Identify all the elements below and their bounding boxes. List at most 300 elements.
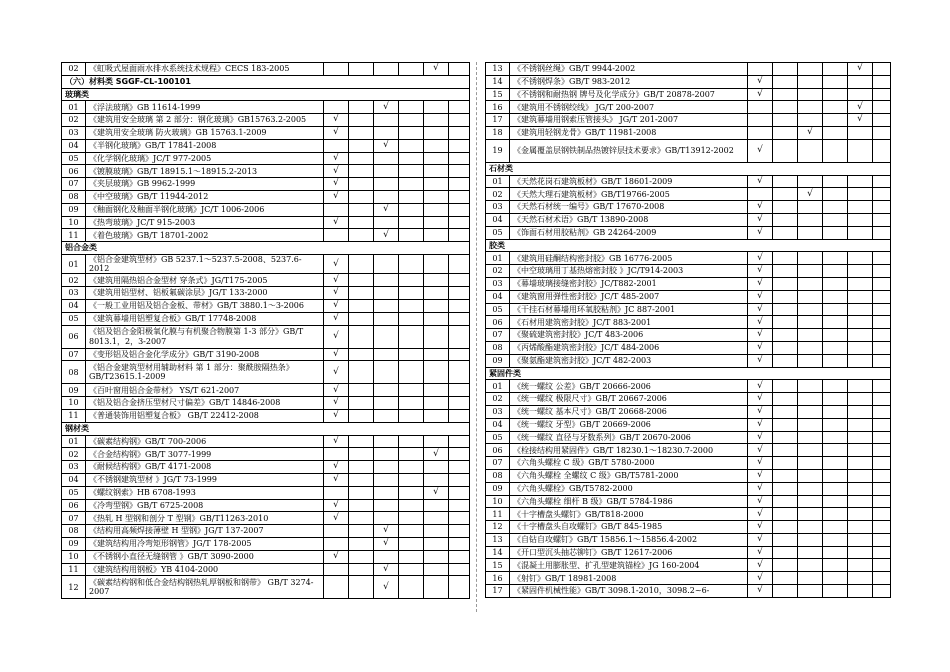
row-number: 14 bbox=[486, 75, 510, 88]
category-cell-5 bbox=[424, 312, 449, 325]
category-cell-6 bbox=[873, 341, 891, 354]
category-cell-4 bbox=[399, 165, 424, 178]
check-mark-1: √ bbox=[324, 461, 349, 474]
check-mark-1: √ bbox=[748, 316, 773, 329]
category-cell-5 bbox=[848, 277, 873, 290]
category-cell-4 bbox=[823, 405, 848, 418]
category-cell-5 bbox=[848, 290, 873, 303]
category-cell-4 bbox=[399, 254, 424, 273]
section-header-row bbox=[62, 88, 470, 101]
category-cell-2 bbox=[349, 101, 374, 114]
category-cell-1 bbox=[324, 139, 349, 152]
category-cell-3 bbox=[798, 63, 823, 76]
category-cell-1 bbox=[324, 448, 349, 461]
category-cell-6 bbox=[449, 203, 470, 216]
category-cell-3 bbox=[798, 585, 823, 598]
category-cell-2 bbox=[349, 550, 374, 563]
standard-name: 《建筑用不锈钢绞线》 JG/T 200-2007 bbox=[510, 101, 748, 114]
check-mark-5: √ bbox=[424, 448, 449, 461]
row-number: 10 bbox=[62, 397, 86, 410]
check-mark-1: √ bbox=[748, 559, 773, 572]
category-cell-3 bbox=[374, 499, 399, 512]
category-cell-1 bbox=[324, 229, 349, 242]
category-cell-5 bbox=[424, 287, 449, 300]
category-cell-2 bbox=[349, 486, 374, 499]
table-row bbox=[62, 312, 470, 325]
category-cell-2 bbox=[349, 203, 374, 216]
table-row bbox=[486, 139, 891, 162]
category-cell-2 bbox=[773, 405, 798, 418]
check-mark-1: √ bbox=[748, 303, 773, 316]
table-row bbox=[486, 508, 891, 521]
standard-name: 《建筑幕墙用钢索压管接头》 JG/T 201-2007 bbox=[510, 114, 748, 127]
standard-name: 《百叶窗用铝合金带材》 YS/T 621-2007 bbox=[86, 384, 324, 397]
category-cell-6 bbox=[873, 585, 891, 598]
category-cell-4 bbox=[823, 533, 848, 546]
check-mark-1: √ bbox=[748, 521, 773, 534]
check-mark-1: √ bbox=[324, 287, 349, 300]
category-cell-6 bbox=[449, 152, 470, 165]
check-mark-1: √ bbox=[324, 550, 349, 563]
category-cell-4 bbox=[823, 393, 848, 406]
category-cell-2 bbox=[773, 226, 798, 239]
category-cell-3 bbox=[798, 572, 823, 585]
category-cell-2 bbox=[349, 473, 374, 486]
table-row bbox=[486, 380, 891, 393]
category-cell-3 bbox=[798, 226, 823, 239]
category-cell-5 bbox=[848, 213, 873, 226]
category-cell-6 bbox=[873, 201, 891, 214]
category-cell-2 bbox=[773, 393, 798, 406]
category-cell-2 bbox=[773, 418, 798, 431]
category-cell-6 bbox=[449, 486, 470, 499]
category-cell-2 bbox=[773, 354, 798, 367]
category-cell-3 bbox=[374, 216, 399, 229]
check-mark-1: √ bbox=[324, 325, 349, 348]
table-row bbox=[62, 178, 470, 191]
standard-name: 《普通装饰用铝塑复合板》 GB/T 22412-2008 bbox=[86, 409, 324, 422]
category-cell-2 bbox=[773, 188, 798, 201]
standard-name: 《螺纹钢索》HB 6708-1993 bbox=[86, 486, 324, 499]
category-cell-5 bbox=[848, 380, 873, 393]
check-mark-5: √ bbox=[848, 114, 873, 127]
check-mark-1: √ bbox=[748, 88, 773, 101]
category-cell-2 bbox=[349, 499, 374, 512]
category-cell-3 bbox=[798, 277, 823, 290]
category-cell-5 bbox=[848, 393, 873, 406]
category-cell-5 bbox=[424, 576, 449, 599]
category-cell-1 bbox=[324, 537, 349, 550]
category-cell-5 bbox=[848, 559, 873, 572]
category-cell-4 bbox=[399, 178, 424, 191]
standard-name: 《不锈钢建筑型材 》JG/T 73-1999 bbox=[86, 473, 324, 486]
category-cell-3 bbox=[798, 508, 823, 521]
check-mark-3: √ bbox=[374, 203, 399, 216]
section-title: 玻璃类 bbox=[62, 88, 470, 101]
standard-name: 《不锈钢焊条》GB/T 983-2012 bbox=[510, 75, 748, 88]
category-cell-4 bbox=[399, 461, 424, 474]
category-cell-1 bbox=[748, 114, 773, 127]
row-number: 09 bbox=[62, 203, 86, 216]
category-cell-5 bbox=[424, 325, 449, 348]
category-cell-5 bbox=[424, 139, 449, 152]
standard-name: 《中空玻璃用丁基热熔密封胶 》JC/T914-2003 bbox=[510, 265, 748, 278]
section-title: 胶类 bbox=[486, 239, 891, 252]
check-mark-1: √ bbox=[748, 495, 773, 508]
category-cell-2 bbox=[773, 329, 798, 342]
check-mark-1: √ bbox=[748, 139, 773, 162]
table-row bbox=[486, 329, 891, 342]
standard-name: 《天然石材统一编号》GB/T 17670-2008 bbox=[510, 201, 748, 214]
category-cell-3 bbox=[374, 361, 399, 384]
category-cell-4 bbox=[823, 75, 848, 88]
table-row bbox=[486, 303, 891, 316]
category-cell-6 bbox=[873, 213, 891, 226]
row-number: 03 bbox=[486, 277, 510, 290]
row-number: 07 bbox=[486, 329, 510, 342]
row-number: 19 bbox=[486, 139, 510, 162]
category-cell-4 bbox=[399, 486, 424, 499]
category-cell-5 bbox=[424, 152, 449, 165]
category-cell-2 bbox=[773, 380, 798, 393]
category-cell-3 bbox=[374, 190, 399, 203]
standard-name: 《饰面石材用胶粘剂》GB 24264-2009 bbox=[510, 226, 748, 239]
category-cell-5 bbox=[848, 265, 873, 278]
row-number: 01 bbox=[486, 175, 510, 188]
standard-name: 《碳素结构钢》GB/T 700-2006 bbox=[86, 435, 324, 448]
category-cell-6 bbox=[873, 393, 891, 406]
category-cell-2 bbox=[773, 252, 798, 265]
category-cell-5 bbox=[848, 469, 873, 482]
category-cell-4 bbox=[823, 559, 848, 572]
category-cell-3 bbox=[374, 254, 399, 273]
table-row bbox=[486, 75, 891, 88]
category-cell-1 bbox=[748, 63, 773, 76]
standard-name: 《混凝土用膨胀型、扩孔型建筑锚栓》JG 160-2004 bbox=[510, 559, 748, 572]
category-cell-2 bbox=[349, 274, 374, 287]
category-cell-3 bbox=[374, 287, 399, 300]
category-cell-2 bbox=[773, 469, 798, 482]
check-mark-3: √ bbox=[374, 563, 399, 576]
category-cell-2 bbox=[773, 201, 798, 214]
category-cell-5 bbox=[848, 444, 873, 457]
row-number: 10 bbox=[62, 216, 86, 229]
category-cell-2 bbox=[773, 277, 798, 290]
category-cell-6 bbox=[449, 525, 470, 538]
standard-name: 《十字槽盘头螺钉》GB/T818-2000 bbox=[510, 508, 748, 521]
category-cell-4 bbox=[823, 444, 848, 457]
category-cell-4 bbox=[823, 277, 848, 290]
standard-name: 《变形铝及铝合金化学成分》GB/T 3190-2008 bbox=[86, 348, 324, 361]
row-number: 11 bbox=[62, 563, 86, 576]
standard-name: 《着色玻璃》GB/T 18701-2002 bbox=[86, 229, 324, 242]
table-row bbox=[62, 287, 470, 300]
category-cell-4 bbox=[823, 469, 848, 482]
category-cell-1 bbox=[324, 101, 349, 114]
category-cell-2 bbox=[349, 525, 374, 538]
category-cell-5 bbox=[848, 303, 873, 316]
category-cell-5 bbox=[424, 178, 449, 191]
check-mark-1: √ bbox=[748, 265, 773, 278]
check-mark-1: √ bbox=[324, 312, 349, 325]
table-row bbox=[62, 563, 470, 576]
page-divider bbox=[476, 62, 477, 612]
category-cell-2 bbox=[773, 572, 798, 585]
row-number: 05 bbox=[62, 312, 86, 325]
category-cell-3 bbox=[798, 101, 823, 114]
standard-name: 《紧固件机械性能》GB/T 3098.1-2010，3098.2~6- bbox=[510, 585, 748, 598]
table-row bbox=[486, 316, 891, 329]
category-cell-6 bbox=[449, 435, 470, 448]
category-cell-3 bbox=[798, 354, 823, 367]
category-cell-1 bbox=[748, 188, 773, 201]
category-cell-2 bbox=[349, 348, 374, 361]
row-number: 01 bbox=[62, 435, 86, 448]
standard-name: 《中空玻璃》GB/T 11944-2012 bbox=[86, 190, 324, 203]
standard-name: 《建筑用安全玻璃 防火玻璃》GB 15763.1-2009 bbox=[86, 126, 324, 139]
category-cell-5 bbox=[424, 409, 449, 422]
row-number: 06 bbox=[62, 165, 86, 178]
category-cell-5 bbox=[424, 473, 449, 486]
category-cell-4 bbox=[823, 457, 848, 470]
table-row bbox=[486, 175, 891, 188]
check-mark-1: √ bbox=[324, 473, 349, 486]
row-number: 09 bbox=[486, 354, 510, 367]
category-cell-1 bbox=[324, 576, 349, 599]
check-mark-1: √ bbox=[324, 190, 349, 203]
check-mark-1: √ bbox=[748, 585, 773, 598]
category-cell-6 bbox=[873, 444, 891, 457]
table-row bbox=[486, 114, 891, 127]
check-mark-3: √ bbox=[374, 229, 399, 242]
category-cell-6 bbox=[449, 550, 470, 563]
category-cell-5 bbox=[848, 316, 873, 329]
row-number: 08 bbox=[486, 469, 510, 482]
category-cell-3 bbox=[798, 201, 823, 214]
check-mark-1: √ bbox=[748, 533, 773, 546]
table-row bbox=[486, 88, 891, 101]
category-cell-4 bbox=[399, 550, 424, 563]
row-number: 02 bbox=[62, 114, 86, 127]
check-mark-1: √ bbox=[748, 341, 773, 354]
row-number: 05 bbox=[62, 152, 86, 165]
category-cell-3 bbox=[798, 559, 823, 572]
category-cell-6 bbox=[449, 312, 470, 325]
category-cell-5 bbox=[848, 431, 873, 444]
section-title: （六）材料类 SGGF-CL-100101 bbox=[62, 75, 470, 88]
category-cell-6 bbox=[873, 88, 891, 101]
row-number: 18 bbox=[486, 126, 510, 139]
table-row bbox=[486, 341, 891, 354]
row-number: 07 bbox=[62, 348, 86, 361]
check-mark-1: √ bbox=[324, 114, 349, 127]
category-cell-6 bbox=[873, 290, 891, 303]
category-cell-6 bbox=[449, 178, 470, 191]
category-cell-3 bbox=[374, 178, 399, 191]
table-row bbox=[486, 265, 891, 278]
section-title: 钢材类 bbox=[62, 422, 470, 435]
category-cell-6 bbox=[449, 537, 470, 550]
category-cell-5 bbox=[424, 203, 449, 216]
category-cell-5 bbox=[424, 525, 449, 538]
check-mark-1: √ bbox=[324, 254, 349, 273]
category-cell-6 bbox=[873, 559, 891, 572]
section-title: 铝合金类 bbox=[62, 242, 470, 255]
category-cell-4 bbox=[399, 101, 424, 114]
table-row bbox=[62, 384, 470, 397]
category-cell-3 bbox=[374, 409, 399, 422]
category-cell-2 bbox=[349, 126, 374, 139]
category-cell-2 bbox=[349, 397, 374, 410]
category-cell-4 bbox=[823, 290, 848, 303]
row-number: 02 bbox=[486, 393, 510, 406]
category-cell-4 bbox=[399, 435, 424, 448]
check-mark-3: √ bbox=[374, 101, 399, 114]
category-cell-4 bbox=[823, 226, 848, 239]
category-cell-6 bbox=[449, 126, 470, 139]
category-cell-5 bbox=[424, 299, 449, 312]
category-cell-2 bbox=[773, 508, 798, 521]
category-cell-4 bbox=[823, 354, 848, 367]
standard-name: 《天然花岗石建筑板材》GB/T 18601-2009 bbox=[510, 175, 748, 188]
category-cell-1 bbox=[748, 126, 773, 139]
standard-name: 《铝及铝合金挤压型材尺寸偏差》GB/T 14846-2008 bbox=[86, 397, 324, 410]
category-cell-3 bbox=[798, 75, 823, 88]
category-cell-2 bbox=[773, 290, 798, 303]
standard-name: 《冷弯型钢》GB/T 6725-2008 bbox=[86, 499, 324, 512]
check-mark-1: √ bbox=[748, 393, 773, 406]
row-number: 13 bbox=[486, 63, 510, 76]
row-number: 09 bbox=[486, 482, 510, 495]
category-cell-2 bbox=[349, 448, 374, 461]
table-row bbox=[486, 482, 891, 495]
category-cell-4 bbox=[399, 126, 424, 139]
category-cell-4 bbox=[823, 114, 848, 127]
category-cell-6 bbox=[873, 533, 891, 546]
table-row bbox=[62, 229, 470, 242]
table-row bbox=[486, 213, 891, 226]
category-cell-5 bbox=[424, 563, 449, 576]
check-mark-1: √ bbox=[324, 299, 349, 312]
standard-name: 《干挂石材幕墙用环氧胶粘剂》JC 887-2001 bbox=[510, 303, 748, 316]
category-cell-5 bbox=[424, 165, 449, 178]
category-cell-2 bbox=[349, 384, 374, 397]
standard-name: 《耐候结构钢》GB/T 4171-2008 bbox=[86, 461, 324, 474]
category-cell-4 bbox=[399, 499, 424, 512]
row-number: 16 bbox=[486, 101, 510, 114]
row-number: 02 bbox=[486, 188, 510, 201]
table-row bbox=[486, 405, 891, 418]
category-cell-4 bbox=[823, 126, 848, 139]
table-row bbox=[486, 495, 891, 508]
standard-name: 《统一螺纹 极限尺寸》GB/T 20667-2006 bbox=[510, 393, 748, 406]
category-cell-3 bbox=[374, 114, 399, 127]
category-cell-3 bbox=[798, 405, 823, 418]
category-cell-6 bbox=[449, 397, 470, 410]
check-mark-1: √ bbox=[748, 508, 773, 521]
row-number: 03 bbox=[62, 126, 86, 139]
row-number: 02 bbox=[62, 448, 86, 461]
check-mark-1: √ bbox=[748, 444, 773, 457]
check-mark-1: √ bbox=[324, 384, 349, 397]
category-cell-5 bbox=[848, 139, 873, 162]
standard-name: 《统一螺纹 直径与牙数系列》GB/T 20670-2006 bbox=[510, 431, 748, 444]
category-cell-6 bbox=[449, 473, 470, 486]
category-cell-2 bbox=[773, 482, 798, 495]
category-cell-2 bbox=[773, 101, 798, 114]
check-mark-1: √ bbox=[748, 572, 773, 585]
category-cell-4 bbox=[823, 482, 848, 495]
table-row bbox=[62, 254, 470, 273]
category-cell-5 bbox=[424, 229, 449, 242]
category-cell-5 bbox=[848, 188, 873, 201]
table-row bbox=[486, 521, 891, 534]
check-mark-1: √ bbox=[748, 201, 773, 214]
row-number: 16 bbox=[486, 572, 510, 585]
table-row bbox=[62, 461, 470, 474]
table-row bbox=[62, 361, 470, 384]
row-number: 04 bbox=[62, 299, 86, 312]
check-mark-1: √ bbox=[324, 126, 349, 139]
row-number: 11 bbox=[62, 229, 86, 242]
category-cell-5 bbox=[424, 348, 449, 361]
category-cell-6 bbox=[873, 175, 891, 188]
row-number: 04 bbox=[62, 139, 86, 152]
section-header-row bbox=[62, 242, 470, 255]
section-header-row bbox=[486, 239, 891, 252]
category-cell-2 bbox=[349, 312, 374, 325]
category-cell-6 bbox=[873, 405, 891, 418]
table-row bbox=[62, 152, 470, 165]
standard-name: 《建筑窗用弹性密封胶》JC/T 485-2007 bbox=[510, 290, 748, 303]
row-number: 17 bbox=[486, 114, 510, 127]
category-cell-3 bbox=[374, 126, 399, 139]
right-standards-table bbox=[485, 62, 890, 598]
category-cell-3 bbox=[798, 546, 823, 559]
standard-name: 《建筑用铝型材、铝板氟碳涂层》JG/T 133-2000 bbox=[86, 287, 324, 300]
category-cell-5 bbox=[848, 521, 873, 534]
table-row bbox=[62, 216, 470, 229]
row-number: 05 bbox=[62, 486, 86, 499]
category-cell-6 bbox=[873, 521, 891, 534]
category-cell-2 bbox=[349, 114, 374, 127]
standard-name: 《热轧 H 型钢和剖分 T 型钢》GB/T11263-2010 bbox=[86, 512, 324, 525]
standard-name: 《合金结构钢》GB/T 3077-1999 bbox=[86, 448, 324, 461]
table-row bbox=[62, 576, 470, 599]
category-cell-6 bbox=[873, 252, 891, 265]
row-number: 07 bbox=[486, 457, 510, 470]
standard-name: 《自钻自攻螺钉》GB/T 15856.1～15856.4-2002 bbox=[510, 533, 748, 546]
row-number: 11 bbox=[486, 508, 510, 521]
table-row bbox=[62, 550, 470, 563]
row-number: 07 bbox=[62, 512, 86, 525]
category-cell-5 bbox=[848, 457, 873, 470]
category-cell-4 bbox=[823, 316, 848, 329]
category-cell-6 bbox=[449, 165, 470, 178]
category-cell-3 bbox=[374, 512, 399, 525]
check-mark-1: √ bbox=[324, 348, 349, 361]
category-cell-2 bbox=[349, 435, 374, 448]
category-cell-3 bbox=[374, 435, 399, 448]
section-title: 石材类 bbox=[486, 162, 891, 175]
category-cell-2 bbox=[349, 325, 374, 348]
row-number: 03 bbox=[486, 405, 510, 418]
standard-name: 《铝合金建筑型材》GB 5237.1～5237.5-2008、5237.6-2012 bbox=[86, 254, 324, 273]
category-cell-3 bbox=[798, 329, 823, 342]
category-cell-6 bbox=[873, 63, 891, 76]
category-cell-2 bbox=[773, 114, 798, 127]
row-number: 10 bbox=[62, 550, 86, 563]
